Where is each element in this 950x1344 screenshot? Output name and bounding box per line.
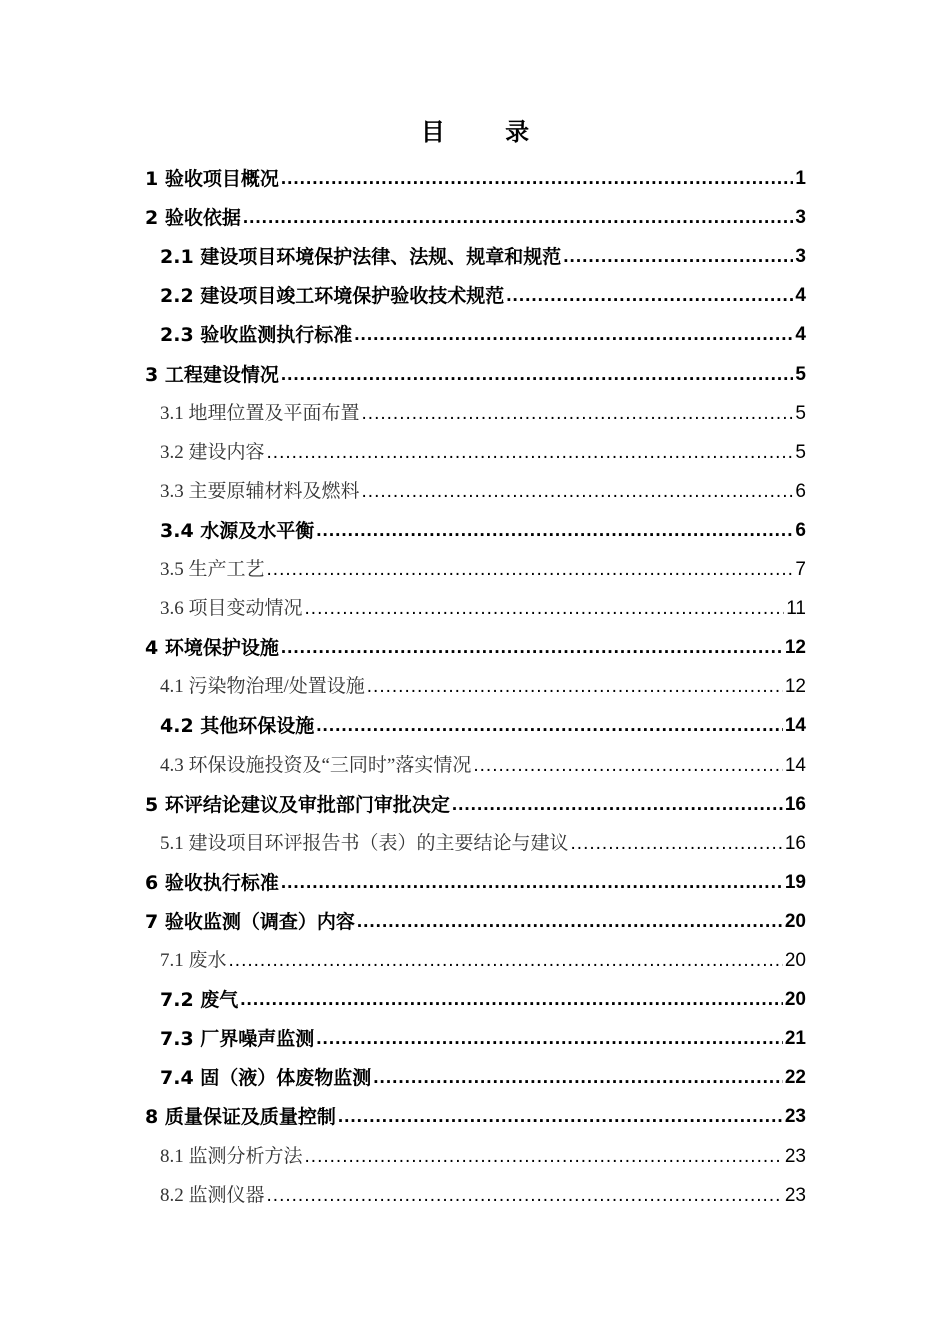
toc-entry[interactable] (145, 199, 806, 237)
toc-entry-page: 5 (795, 402, 806, 424)
toc-entry-label: 3.2 建设内容 (160, 441, 265, 463)
toc-leader-dots (452, 786, 783, 824)
toc-entry-label: 5.1 建设项目环评报告书（表）的主要结论与建议 (160, 832, 569, 854)
toc-entry[interactable] (160, 747, 806, 785)
toc-entry-label: 3.1 地理位置及平面布置 (160, 402, 360, 424)
toc-entry-label: 7 验收监测（调查）内容 (145, 910, 355, 933)
toc-leader-dots (305, 1138, 783, 1176)
toc-entry-page: 23 (784, 1106, 806, 1128)
toc-entry-label: 1 验收项目概况 (145, 168, 279, 190)
toc-leader-dots (367, 668, 783, 706)
toc-leader-dots (563, 238, 793, 276)
toc-entry-label: 3.5 生产工艺 (160, 559, 265, 580)
toc-title: 目 录 (420, 118, 556, 146)
toc-entry[interactable] (160, 395, 806, 433)
toc-entry-label: 7.4 固（液）体废物监测 (160, 1067, 372, 1090)
toc-entry[interactable] (145, 864, 806, 902)
toc-entry-page: 7 (795, 559, 806, 580)
toc-entry[interactable] (160, 1059, 806, 1097)
toc-entry-page: 1 (795, 168, 806, 189)
toc-entry[interactable] (160, 551, 806, 589)
toc-entry-page: 3 (795, 246, 806, 268)
toc-entry-page: 3 (795, 207, 806, 229)
toc-entry[interactable] (160, 590, 806, 628)
toc-leader-dots (316, 707, 783, 745)
toc-entry[interactable] (160, 707, 806, 745)
toc-entry-page: 5 (795, 363, 806, 385)
toc-entry-label: 3.3 主要原辅材料及燃料 (160, 480, 360, 502)
toc-entry-page: 14 (784, 754, 806, 776)
toc-entry[interactable] (145, 629, 806, 667)
toc-entry[interactable] (145, 356, 806, 394)
toc-entry[interactable] (160, 981, 806, 1019)
toc-entry[interactable] (160, 1138, 806, 1176)
toc-leader-dots (267, 1177, 783, 1215)
toc-entry-label: 6 验收执行标准 (145, 871, 279, 894)
toc-leader-dots (229, 942, 783, 980)
toc-leader-dots (316, 512, 793, 550)
toc-leader-dots (354, 316, 793, 354)
toc-entry-label: 3.6 项目变动情况 (160, 598, 303, 620)
toc-leader-dots (362, 473, 794, 511)
toc-leader-dots (281, 356, 794, 394)
toc-entry-label: 8.1 监测分析方法 (160, 1145, 303, 1167)
toc-entry-page: 6 (795, 519, 806, 541)
toc-entry-page: 23 (784, 1184, 806, 1206)
toc-entry[interactable] (160, 512, 806, 550)
toc-entry-label: 4 环境保护设施 (145, 637, 279, 660)
toc-entry-label: 2.1 建设项目环境保护法律、法规、规章和规范 (160, 246, 562, 269)
toc-leader-dots (473, 747, 782, 785)
toc-entry-page: 5 (795, 441, 806, 463)
toc-entry-page: 20 (784, 950, 806, 971)
toc-entry[interactable] (160, 316, 806, 354)
toc-leader-dots (281, 864, 783, 902)
toc-entry-page: 19 (784, 871, 806, 893)
toc-entry-label: 4.1 污染物治理/处置设施 (160, 676, 365, 698)
toc-leader-dots (240, 981, 783, 1019)
toc-entry-label: 2.2 建设项目竣工环境保护验收技术规范 (160, 285, 505, 308)
toc-entry-label: 4.3 环保设施投资及“三同时”落实情况 (160, 754, 472, 776)
toc-entry-page: 20 (784, 910, 806, 932)
toc-leader-dots (281, 629, 783, 667)
toc-entry[interactable] (160, 942, 806, 980)
toc-entry-page: 16 (784, 832, 806, 854)
toc-entry-page: 12 (784, 637, 806, 659)
toc-leader-dots (571, 825, 783, 863)
toc-entry[interactable] (160, 825, 806, 863)
toc-leader-dots (506, 277, 793, 315)
toc-entry-page: 20 (784, 989, 806, 1011)
toc-leader-dots (243, 199, 794, 237)
toc-entry[interactable] (160, 434, 806, 472)
toc-entry-page: 16 (784, 793, 806, 815)
toc-entry-label: 8.2 监测仪器 (160, 1184, 265, 1206)
toc-leader-dots (305, 590, 785, 628)
toc-entry[interactable] (160, 238, 806, 276)
toc-leader-dots (267, 434, 794, 472)
toc-entry-page: 23 (784, 1145, 806, 1167)
toc-entry-label: 3.4 水源及水平衡 (160, 519, 315, 542)
toc-entry-page: 4 (795, 285, 806, 307)
toc-entry-page: 22 (784, 1067, 806, 1089)
toc-entry[interactable] (145, 1098, 806, 1136)
toc-entry[interactable] (145, 903, 806, 941)
toc-leader-dots (316, 1020, 783, 1058)
toc-entry-label: 4.2 其他环保设施 (160, 715, 315, 738)
toc-entry-page: 14 (784, 715, 806, 737)
toc-entry[interactable] (160, 473, 806, 511)
toc-leader-dots (267, 551, 794, 589)
toc-leader-dots (357, 903, 783, 941)
toc-entry-page: 12 (784, 676, 806, 698)
toc-leader-dots (338, 1098, 783, 1136)
toc-entry-label: 8 质量保证及质量控制 (145, 1106, 336, 1129)
toc-entry-label: 7.2 废气 (160, 989, 239, 1012)
toc-leader-dots (281, 160, 794, 198)
toc-leader-dots (373, 1059, 783, 1097)
toc-entry-page: 6 (795, 480, 806, 502)
toc-entry[interactable] (160, 1020, 806, 1058)
toc-entry-label: 5 环评结论建议及审批部门审批决定 (145, 793, 450, 816)
toc-entry[interactable] (160, 668, 806, 706)
toc-entry[interactable] (145, 786, 806, 824)
toc-entry-page: 21 (784, 1028, 806, 1050)
toc-leader-dots (362, 395, 794, 433)
toc-entry-label: 3 工程建设情况 (145, 363, 279, 386)
toc-entry-label: 7.1 废水 (160, 950, 227, 971)
toc-entry-page: 4 (795, 324, 806, 346)
toc-entry-page: 11 (786, 598, 806, 620)
toc-entry[interactable] (160, 277, 806, 315)
toc-entry-label: 2 验收依据 (145, 207, 241, 230)
toc-entry[interactable] (160, 1177, 806, 1215)
toc-entry-label: 2.3 验收监测执行标准 (160, 324, 353, 347)
toc-entry-label: 7.3 厂界噪声监测 (160, 1028, 315, 1051)
toc-entry[interactable] (145, 160, 806, 198)
